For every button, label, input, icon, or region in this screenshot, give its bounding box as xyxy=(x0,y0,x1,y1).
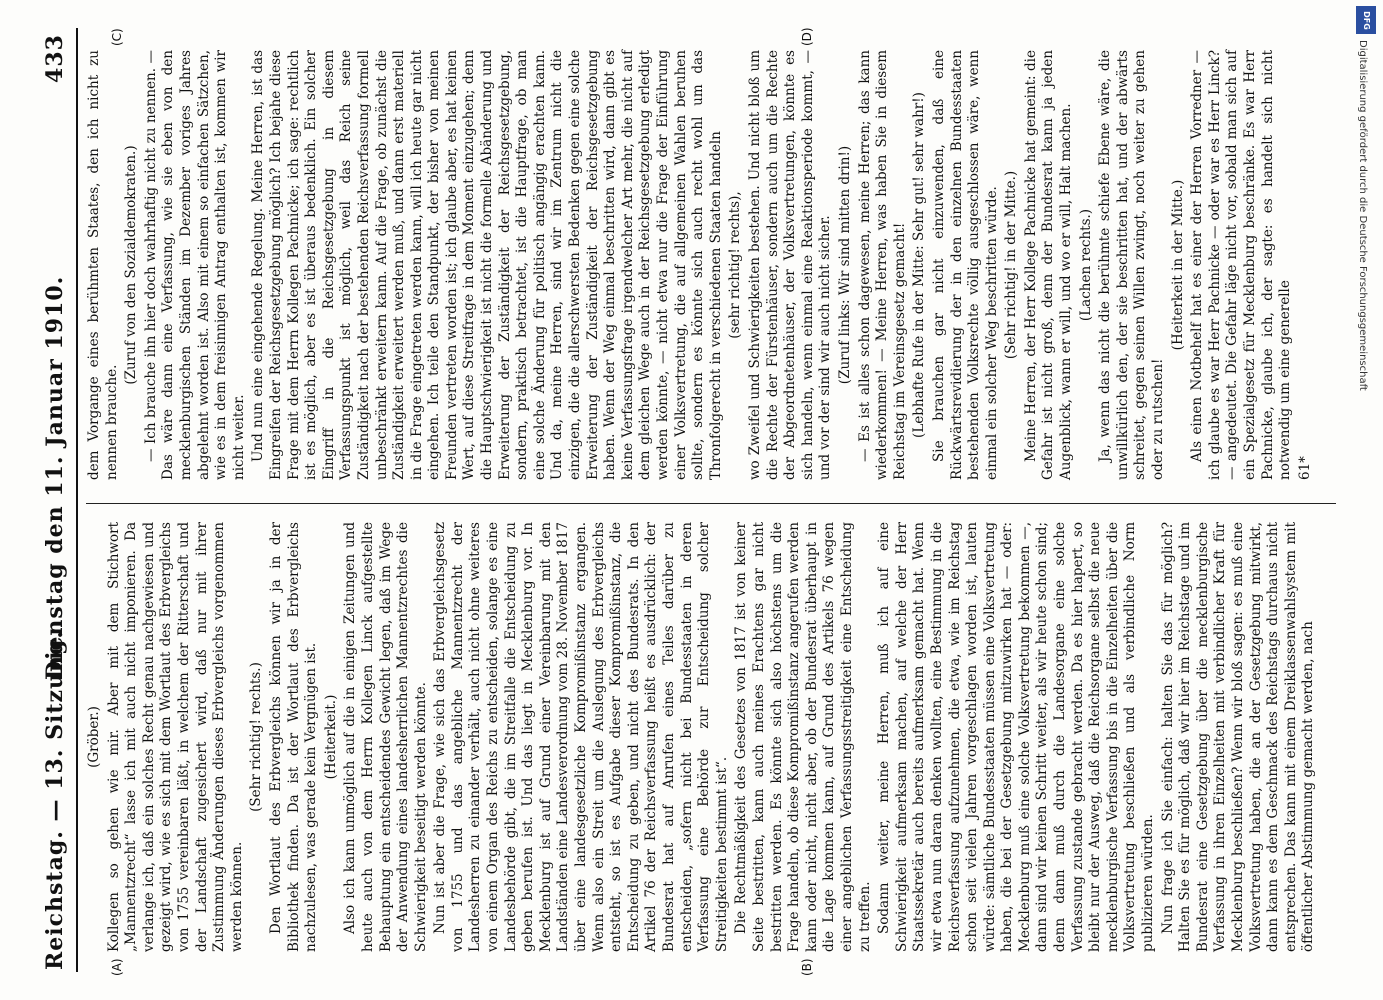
rotated-document-page xyxy=(40,20,1370,980)
paragraph: — Ich brauche ihn hier doch wahrhaftig nicht zu nennen. — Das wäre dann eine Verfassung, wie sie eben von den mecklenburgischen Ständen im Dezember voriges Jahres abgelehnt worden ist. Also mit einem so einfachen Sätzchen, wie es in dem freisinnigen Antrag enthalten ist, kommen wir nicht weiter. xyxy=(142,50,247,480)
paragraph: Den Wortlaut des Erbvergleichs können wir ja in der Bibliothek finden. Da ist der Wortlaut des Erbvergleichs nachzulesen, was gerade kein Vergnügen ist. xyxy=(267,522,320,952)
paragraph: Sodann weiter, meine Herren, muß ich auf eine Schwierigkeit aufmerksam machen, auf welche der Herr Staatssekretär auch bereits aufmerksam gemacht hat. Wenn wir etwa nun daran denken wollten, eine Bestimmung in die Reichsverfassung aufzunehmen, die etwa, wie im Reichstag schon seit vielen Jahren vorgeschlagen worden ist, lauten würde: sämtliche Bundesstaaten müssen eine Volksvertretung haben, die bei der Gesetzgebung mitzuwirken hat — oder: Mecklenburg muß eine solche Volksvertretung bekommen —, dann sind wir keinen Schritt weiter, als wir heute schon sind; denn dann muß durch die Landesorgane eine solche Verfassung zustande gebracht werden. Da es hier hapert, so bleibt nur der Ausweg, daß die Reichsorgane selbst die neue mecklenburgische Verfassung bis in die Einzelheiten über die Volksvertretung beschließen und als verbindliche Norm publizieren würden. xyxy=(876,522,1157,952)
paragraph: Und nun eine eingehende Regelung. Meine Herren, ist das Eingreifen der Reichsgesetzgebung möglich? Ich bejahe diese Frage mit dem Herrn Kollegen Pachnicke; ich sage: rechtlich ist es möglich, aber es ist überaus bedenklich. Ein solcher Eingriff in die Reichsgesetzgebung in diesem Verfassungspunkt ist möglich, weil das Reich seine Zuständigkeit nach der bestehenden Reichsverfassung formell unbeschränkt erweitern kann. Auf die Frage, ob zunächst die Zuständigkeit erweitert werden muß, und dann erst materiell in die Frage eingetreten werden kann, will ich heute gar nicht eingehen. Ich teile den Standpunkt, der bisher von meinen Freunden vertreten worden ist; ich glaube aber, es hat keinen Wert, auf diese Streitfrage in dem Moment einzugehen; denn die Hauptschwierigkeit ist nicht die formelle Abänderung und Erweiterung der Zuständigkeit der Reichsgesetzgebung, sondern, praktisch betrachtet, ist die Hauptfrage, ob man eine solche Änderung für politisch angängig erachten kann. Und da, meine Herren, sind wir im Zentrum nicht die einzigen, die die allerschwersten Bedenken gegen eine solche Erweiterung der Zuständigkeit der Reichsgesetzgebung haben. Wenn der Weg einmal beschritten wird, dann gibt es keine Verfassungsfrage irgendwelcher Art mehr, die nicht auf dem gleichen Wege auch in der Reichsgesetzgebung erledigt werden könnte, — nicht etwa nur die Frage der Einführung einer Volksvertretung, die auf allgemeinen Wahlen beruhen sollte, sondern es könnte sich auch recht wohl um das Thronfolgerecht in verschiedenen Staaten handeln xyxy=(250,50,724,480)
interjection: (Sehr richtig! in der Mitte.) xyxy=(1003,170,1020,360)
paragraph: Die Rechtmäßigkeit des Gesetzes von 1817 ist von keiner Seite bestritten, kann auch meines Erachtens gar nicht bestritten werden. Es könnte sich also höchstens um die Frage handeln, ob diese Kompromißinstanz angerufen werden kann oder nicht, nicht aber, ob der Bundesrat überhaupt in die Lage kommen kann, auf Grund des Artikels 76 wegen einer angeblichen Verfassungsstreitigkeit eine Entscheidung zu treffen. xyxy=(733,522,873,952)
interjection: (Zuruf von den Sozialdemokraten.) xyxy=(123,145,140,385)
header-date: Dienstag den 11. Januar 1910. xyxy=(42,275,68,680)
paragraph: — Es ist alles schon dagewesen, meine Herren; das kann wiederkommen! — Meine Herren, was haben Sie in diesem Reichstag im Vereinsgesetz gemacht! xyxy=(856,50,908,480)
paragraph: Also ich kann unmöglich auf die in einigen Zeitungen und heute auch von dem Herrn Kollegen Linck aufgestellte Behauptung ein entscheidendes Gewicht legen, daß im Wege der Anwendung eines landesherrlichen Mannentzrechtes die Schwierigkeit beseitigt werden könnte. xyxy=(342,522,429,952)
interjection: (Gröber.) xyxy=(86,706,102,768)
paragraph: Sie brauchen gar nicht einzuwenden, daß eine Rückwärtsrevidierung der in den einzelnen Bundesstaaten bestehenden Volksrechte völlig ausgeschlossen wäre, wenn einmal ein solcher Weg beschritten würde. xyxy=(930,50,1000,480)
paragraph: Nun frage ich Sie einfach: halten Sie das für möglich? Halten Sie es für möglich, daß wir hier im Reichstage und im Bundesrat eine Gesetzgebung über die mecklenburgische Verfassung in ihren Einzelheiten mit verbindlicher Kraft für Mecklenburg beschließen? Wenn wir bloß sagen: es muß eine Volksvertretung haben, die an der Gesetzgebung mitwirkt, dann kann es dem Geschmack des Reichstags durchaus nicht entsprechen. Das kann mit einem Dreiklassenwahlsystem mit öffentlicher Abstimmung gemacht werden, nach xyxy=(1159,522,1317,952)
paragraph: dem Vorgange eines berühmten Staates, den ich nicht zu nennen brauche. xyxy=(86,50,120,480)
text-column-right xyxy=(86,50,1316,480)
interjection: (Lachen rechts.) xyxy=(1077,208,1094,322)
paragraph: Als einen Notbehelf hat es einer der Herren Vorredner — ich glaube es war Herr Pachnicke — oder war es Herr Linck? — angedeutet. Die Gefahr läge nicht vor, sobald man sich auf ein Spezialgesetz für Mecklenburg beschränke. Es war Herr Pachnicke, glaube ich, der sagte: es handelt sich nicht notwendig um eine generelle xyxy=(1189,50,1294,480)
interjection: (Lebhafte Rufe in der Mitte: Sehr gut! sehr wahr!) xyxy=(911,92,928,438)
interjection: (Sehr richtig! rechts.) xyxy=(248,662,265,812)
paragraph: wo Zweifel und Schwierigkeiten bestehen. Und nicht bloß um die Rechte der Fürstenhäuser, sondern auch um die Rechte der Abgeordnetenhäuser, der Volksvertretungen, könnte es sich handeln, wenn einmal eine Reaktionsperiode kommt, — und vor der sind wir auch nicht sicher. xyxy=(746,50,834,480)
header-left: Reichstag. — 13. Sitzung. xyxy=(42,629,68,970)
margin-marker-a: (A) xyxy=(110,958,124,976)
interjection: (Heiterkeit.) xyxy=(322,694,339,780)
paragraph: Nun ist aber die Frage, wie sich das Erbvergleichsgesetz von 1755 und das angebliche Mannentzrecht der Landesherren zu einander verhält, auch nicht ohne weiteres von einem Organ des Reichs zu entscheiden, solange es eine Landesbehörde gibt, die im Streitfalle die Entscheidung zu geben berufen ist. Und das liegt in Mecklenburg vor. In Mecklenburg ist auf Grund einer Vereinbarung mit den Landständen eine Landesverordnung vom 28. November 1817 über eine landesgesetzliche Kompromißinstanz ergangen. Wenn also ein Streit um die Auslegung des Erbvergleichs entsteht, so ist es Aufgabe dieser Kompromißinstanz, die Entscheidung zu geben, und nicht des Bundesrats. In den Artikel 76 der Reichsverfassung heißt es ausdrücklich: der Bundesrat hat auf Anrufen eines Teiles darüber zu entscheiden, „sofern nicht bei Bundesstaaten in deren Verfassung eine Behörde zur Entscheidung solcher Streitigkeiten bestimmt ist“. xyxy=(432,522,730,952)
interjection: (Heiterkeit in der Mitte.) xyxy=(1169,179,1186,351)
paragraph: Meine Herren, der Herr Kollege Pachnicke hat gemeint: die Gefahr ist nicht groß, denn der Bundesrat kann ja jeden Augenblick, wann er will, und wo er will, Halt machen. xyxy=(1022,50,1075,480)
running-header xyxy=(40,20,74,980)
text-column-left xyxy=(86,522,1320,952)
page-number: 433 xyxy=(42,34,68,83)
paragraph: 61* xyxy=(1296,456,1313,480)
digitization-credit-text: Digitalisierung gefördert durch die Deutsche Forschungsgemeinschaft xyxy=(1357,40,1368,391)
margin-marker-c: (C) xyxy=(110,28,124,46)
digitization-credit xyxy=(1352,40,1374,960)
dfg-logo-text: DFG xyxy=(1361,10,1371,30)
margin-marker-d: (D) xyxy=(800,27,814,46)
column-divider xyxy=(86,503,1336,504)
dfg-logo xyxy=(1356,6,1376,34)
interjection: (Zuruf links: Wir sind mitten drin!) xyxy=(836,145,853,385)
margin-marker-b: (B) xyxy=(800,958,814,976)
paragraph: Kollegen so gehen wie mir. Aber mit dem Stichwort „Mannentzrecht“ lasse ich mit auch nicht imponieren. Da verlange ich, daß ein solches Recht genau nachgewiesen und gezeigt wird, wie es sich mit dem Wortlaut des Erbvergleichs von 1755 vereinbaren läßt, in welchem der Ritterschaft und der Landschaft zugesichert wird, daß nur mit ihrer Zustimmung Änderungen dieses Erbvergleichs vorgenommen werden können. xyxy=(105,522,245,952)
paragraph: Ja, wenn das nicht die berühmte schiefe Ebene wäre, die unwillkürlich den, der sie beschritten hat, und der abwärts schreitet, gegen seinen Willen zwingt, noch weiter zu gehen oder zu rutschen! xyxy=(1097,50,1167,480)
header-rule xyxy=(76,28,78,972)
interjection: (sehr richtig! rechts), xyxy=(727,191,744,339)
